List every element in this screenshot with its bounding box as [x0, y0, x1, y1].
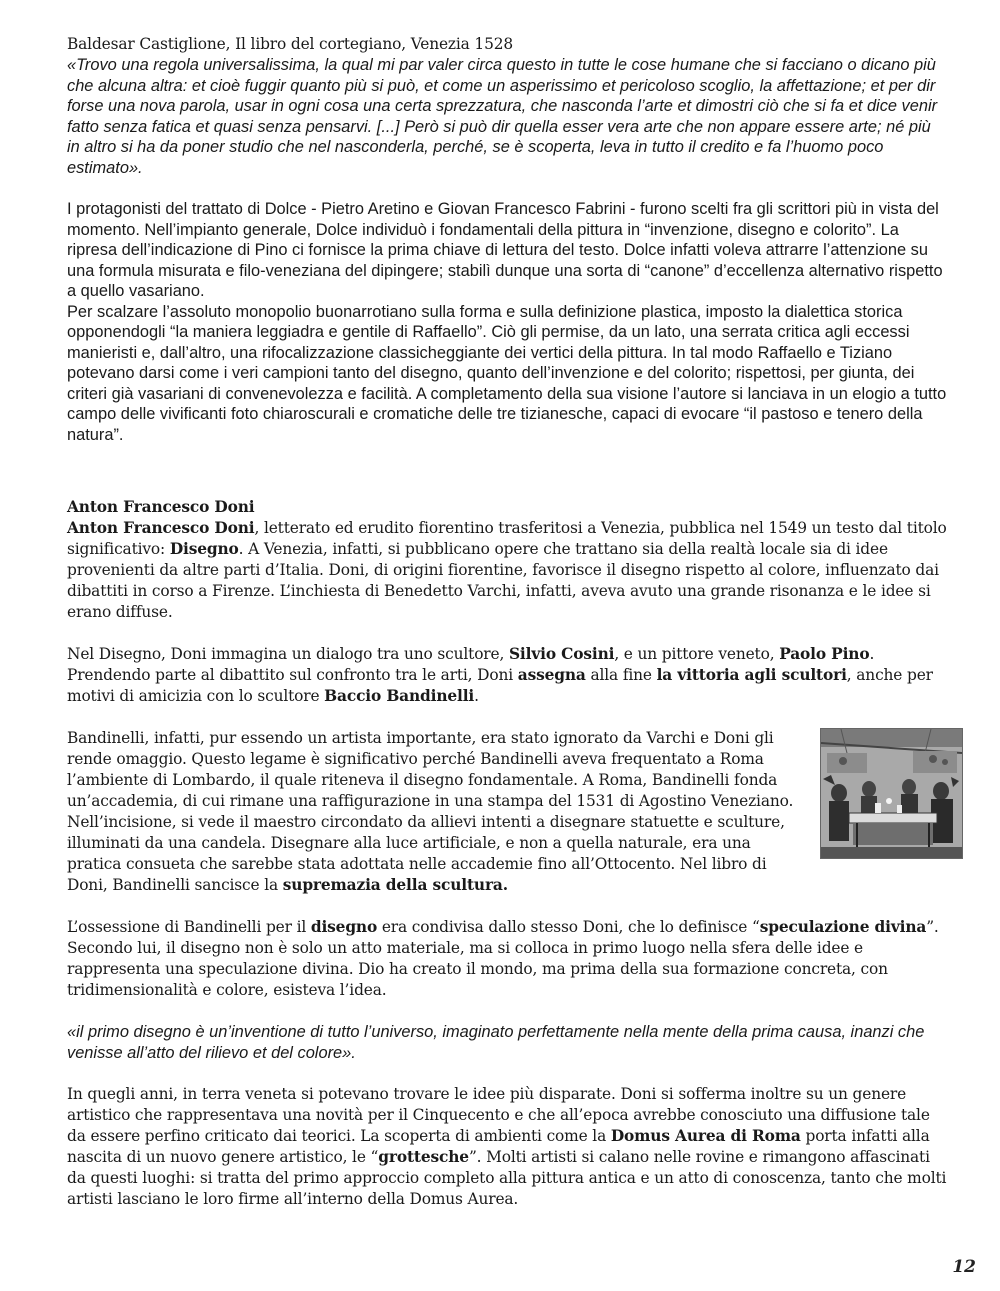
castiglione-quote: «Trovo una regola universalissima, la qual mi par valer circa questo in tutte le cose humane che si facciano o dicano più che alcuna altra: et cioè fuggir quanto più si può, et come un asperissimo et pericoloso scoglio, la affettazione; et per dir forse una nova parola, usar in ogni cosa una certa sprezzatura, che nasconda l’arte et dimostri ciò che si fa et dice venir fatto senza fatica et quasi senza pensarvi. [...] Però si può dir quella esser vera arte che non appare essere arte; né più in altro si ha da poner studio che nel nasconderla, perché, se è scoperta, leva in tutto il credito e fa l’huomo poco estimato».	[67, 56, 938, 177]
section-heading: Anton Francesco Doni	[67, 498, 255, 516]
doni-paragraph-4: L’ossessione di Bandinelli per il disegno era condivisa dallo stesso Doni, che lo definisce “speculazione divina”. Secondo lui, il disegno non è solo un atto materiale, ma si colloca in primo luogo nella sfera delle idee e rappresenta una speculazione divina. Dio ha creato il mondo, ma prima della sua formazione concreta, con tridimensionalità e colore, esisteva l’idea.	[67, 918, 939, 999]
citation-line: Baldesar Castiglione, Il libro del cortegiano, Venezia 1528	[67, 35, 513, 53]
doni-paragraph-3: Bandinelli, infatti, pur essendo un artista importante, era stato ignorato da Varchi e Doni gli rende omaggio. Questo legame è significativo perché Bandinelli aveva frequentato a Roma l’ambiente di Lombardo, il quale riteneva il disegno fondamentale. A Roma, Bandinelli fonda un’accademia, di cui rimane una raffigurazione in una stampa del 1531 di Agostino Veneziano. Nell’incisione, si vede il maestro circondato da allievi intenti a disegnare statuette e sculture, illuminati da una candela. Disegnare alla luce artificiale, e non a quella naturale, era una pratica consueta che sarebbe stata adottata nelle accademie fino all’Ottocento. Nel libro di Doni, Bandinelli sancisce la supremazia della scultura.	[67, 729, 794, 894]
page-number: 12	[952, 1257, 976, 1277]
doni-paragraph-2: Nel Disegno, Doni immagina un dialogo tra uno scultore, Silvio Cosini, e un pittore veneto, Paolo Pino. Prendendo parte al dibattito sul confronto tra le arti, Doni assegna alla fine la vittoria agli scultori, anche per motivi di amicizia con lo scultore Baccio Bandinelli.	[67, 645, 933, 705]
document-page	[67, 34, 947, 1210]
doni-quote: «il primo disegno è un’inventione di tutto l’universo, imaginato perfettamente nella mente della prima causa, inanzi che venisse all’atto del rilievo et del colore».	[67, 1023, 925, 1062]
doni-paragraph-5: In quegli anni, in terra veneta si potevano trovare le idee più disparate. Doni si sofferma inoltre su un genere artistico che rappresentava una novità per il Cinquecento e che all’epoca avrebbe conosciuto una diffusione tale da essere perfino criticato dai teorici. La scoperta di ambienti come la Domus Aurea di Roma porta infatti alla nascita di un nuovo genere artistico, le “grottesche”. Molti artisti si calano nelle rovine e rimangono affascinati da questi luoghi: si tratta del primo approccio completo alla pittura antica e un atto di conoscenza, tanto che molti artisti lasciano le loro firme all’interno della Domus Aurea.	[67, 1085, 947, 1208]
dolce-paragraph-1: I protagonisti del trattato di Dolce - Pietro Aretino e Giovan Francesco Fabrini - furono scelti fra gli scrittori più in vista del momento. Nell’impianto generale, Dolce individuò i fondamentali della pittura in “invenzione, disegno e colorito”. La ripresa dell’indicazione di Pino ci fornisce la prima chiave di lettura del testo. Dolce infatti voleva attrarre l’attenzione su una formula misurata e filo-veneziana del dipingere; stabilì dunque una sorta di “canone” d’eccellenza alternativo rispetto a quello vasariano.	[67, 200, 943, 300]
academy-engraving-image	[820, 728, 963, 859]
dolce-paragraph-2: Per scalzare l’assoluto monopolio buonarrotiano sulla forma e sulla definizione plastica, imposto la dialettica storica opponendogli “la maniera leggiadra e gentile di Raffaello”. Ciò gli permise, da un lato, una serrata critica agli eccessi manieristi e, dall’altro, una rifocalizzazione classicheggiante dei vertici della pittura. In tal modo Raffaello e Tiziano potevano darsi come i veri campioni tanto del disegno, quanto dell’invenzione e del colorito; rispettosi, per giunta, dei criteri già vasariani di convenevolezza e facilità. A completamento della sua visione l’autore si lanciava in un elogio a tutto campo delle vivificanti foto chiaroscurali e cromatiche delle tre tizianesche, capaci di evocare “il pastoso e tenero della natura”.	[67, 302, 947, 444]
doni-paragraph-1: Anton Francesco Doni, letterato ed erudito fiorentino trasferitosi a Venezia, pubblica nel 1549 un testo dal titolo significativo: Disegno. A Venezia, infatti, si pubblicano opere che trattano sia della realtà locale sia di idee provenienti da altre parti d’Italia. Doni, di origini fiorentine, favorisce il disegno rispetto al colore, influenzato dai dibattiti in corso a Firenze. L’inchiesta di Benedetto Varchi, infatti, aveva avuto una grande risonanza e le idee si erano diffuse.	[67, 519, 947, 621]
